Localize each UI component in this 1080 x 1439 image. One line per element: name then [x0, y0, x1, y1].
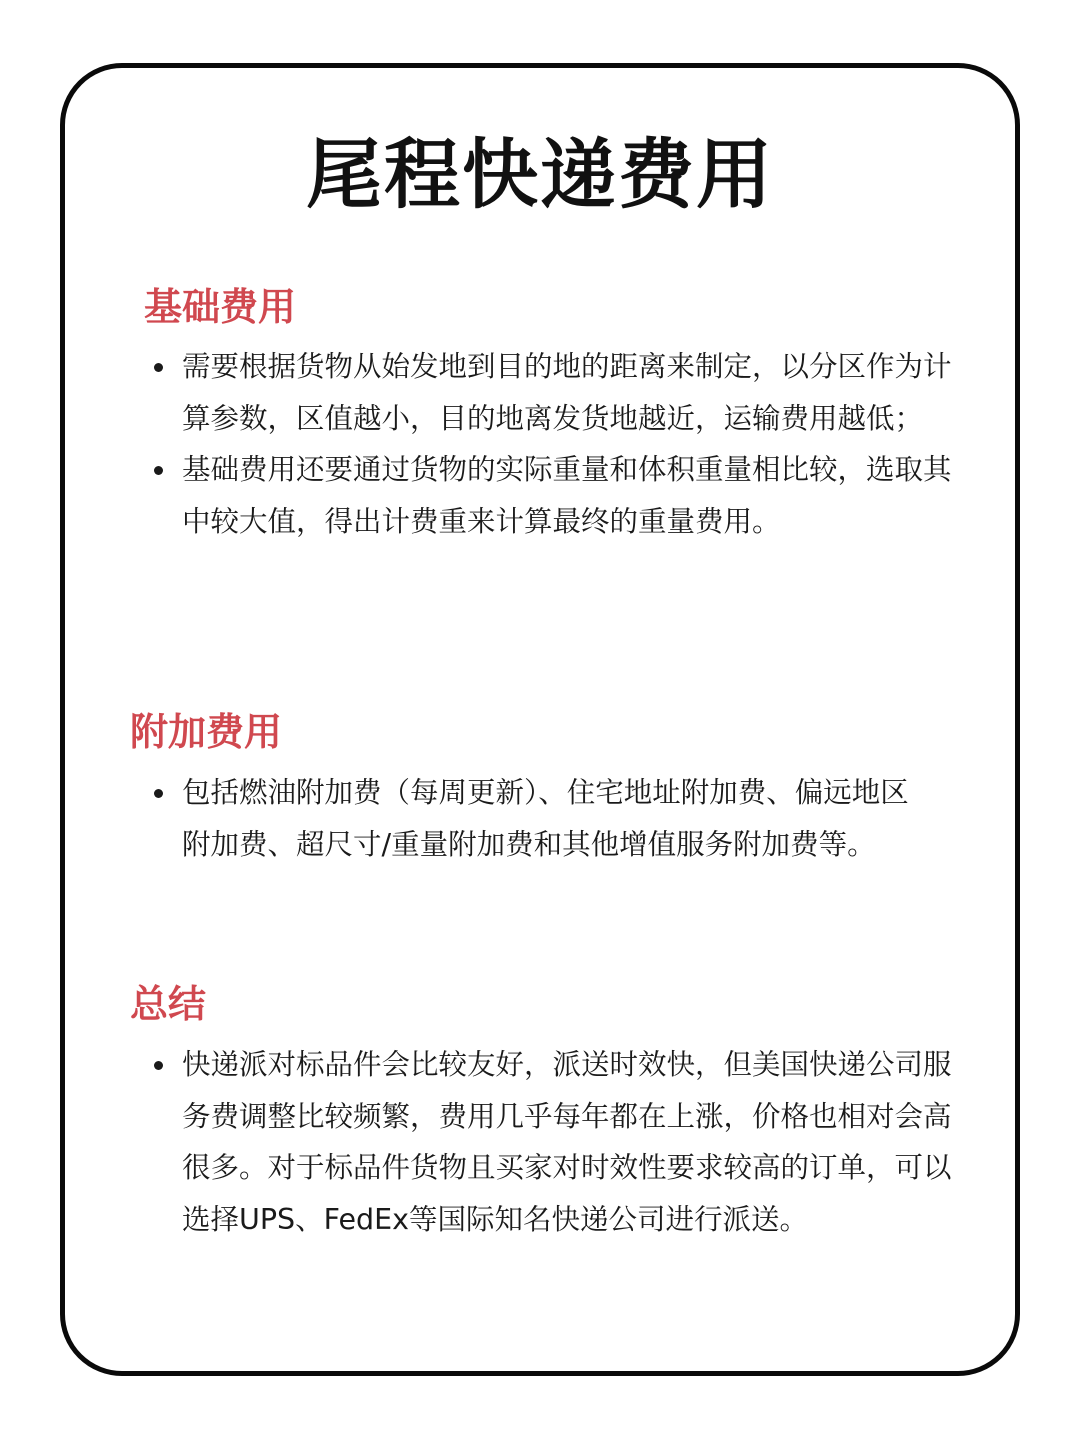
bullet-text: 需要根据货物从始发地到目的地的距离来制定，以分区作为计算参数，区值越小，目的地离发货地越近，运输费用越低；: [182, 350, 952, 435]
page-title: 尾程快递费用: [306, 130, 774, 219]
section-heading-basic-fee: 基础费用: [144, 285, 297, 329]
list-item: [150, 444, 970, 547]
section-heading-summary: 总结: [130, 982, 207, 1026]
bullet-dot-icon: [154, 466, 163, 475]
list-item: [150, 341, 970, 444]
bullet-text: 基础费用还要通过货物的实际重量和体积重量相比较，选取其中较大值，得出计费重来计算最终的重量费用。: [182, 453, 952, 538]
list-item: [150, 767, 970, 870]
section-heading-surcharge: 附加费用: [130, 710, 283, 754]
list-item: [150, 1039, 970, 1245]
section-list-surcharge: [150, 767, 970, 870]
bullet-text: 快递派对标品件会比较友好，派送时效快，但美国快递公司服务费调整比较频繁，费用几乎每年都在上涨，价格也相对会高很多。对于标品件货物且买家对时效性要求较高的订单，可以选择UPS、FedEx等国际知名快递公司进行派送。: [182, 1048, 952, 1236]
section-list-summary: [150, 1039, 970, 1245]
bullet-dot-icon: [154, 363, 163, 372]
bullet-text: 包括燃油附加费（每周更新）、住宅地址附加费、偏远地区附加费、超尺寸/重量附加费和其他增值服务附加费等。: [182, 776, 909, 861]
section-list-basic-fee: [150, 341, 970, 547]
bullet-dot-icon: [154, 789, 163, 798]
bullet-dot-icon: [154, 1061, 163, 1070]
